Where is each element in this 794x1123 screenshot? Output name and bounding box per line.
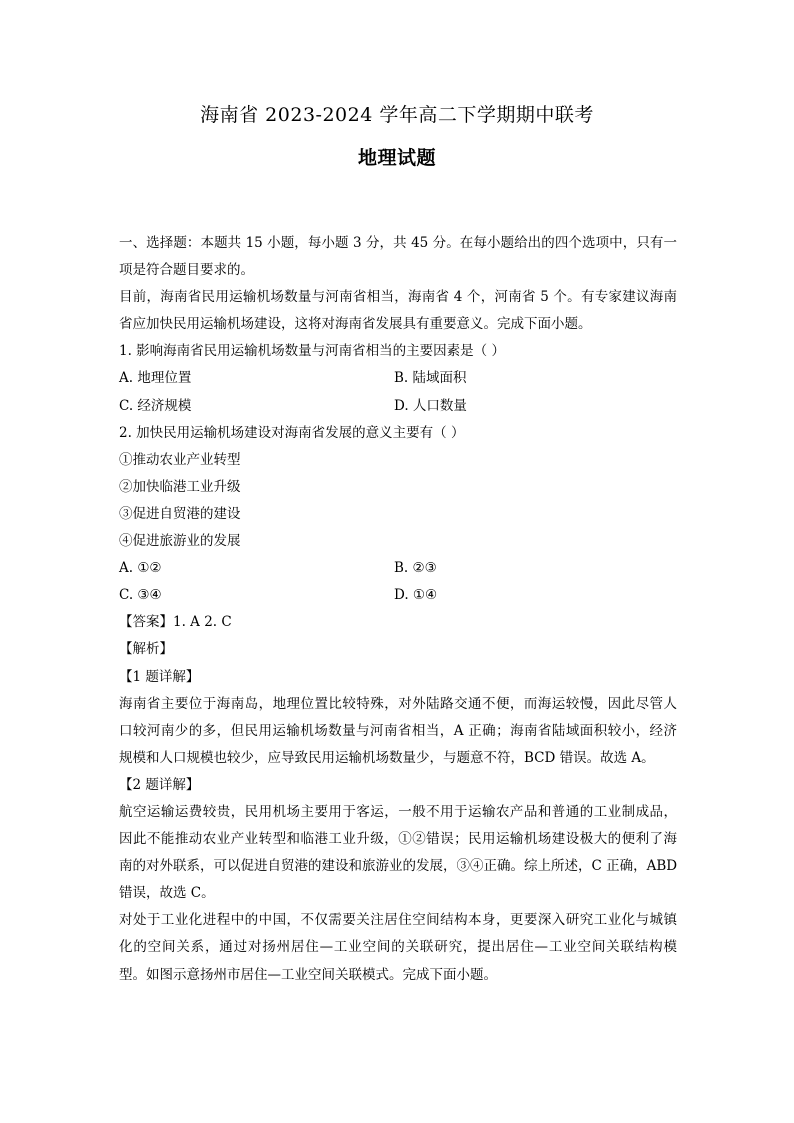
answer-label: 【答案】1. A 2. C xyxy=(119,614,232,631)
question-2-options-row xyxy=(119,555,677,582)
section-intro-line: 项是符合题目要求的。 xyxy=(119,262,254,279)
detail-2-line: 航空运输运费较贵，民用机场主要用于客运，一般不用于运输农产品和普通的工业制成品， xyxy=(119,803,677,820)
detail-1-line: 规模和人口规模也较少，应导致民用运输机场数量少，与题意不符，BCD 错误。故选 A。 xyxy=(119,749,655,766)
question-2-option-b: B. ②③ xyxy=(394,560,437,577)
document-title: 海南省 2023-2024 学年高二下学期期中联考 xyxy=(200,104,594,126)
question-1-options-row xyxy=(119,365,677,392)
material-line: 化的空间关系，通过对扬州居住—工业空间的关联研究，提出居住—工业空间关联结构模 xyxy=(119,939,677,956)
analysis-label: 【解析】 xyxy=(119,641,173,658)
question-2-option-d: D. ①④ xyxy=(394,587,438,604)
question-2-option-a: A. ①② xyxy=(119,560,162,577)
material-line: 目前，海南省民用运输机场数量与河南省相当，海南省 4 个，河南省 5 个。有专家建议海南 xyxy=(119,289,677,306)
question-1-option-b: B. 陆域面积 xyxy=(394,370,467,387)
question-1-option-a: A. 地理位置 xyxy=(119,370,192,387)
document-body xyxy=(119,230,677,989)
question-2-statement-4: ④促进旅游业的发展 xyxy=(119,533,241,550)
question-1-options-row xyxy=(119,393,677,420)
detail-1-line: 口较河南少的多，但民用运输机场数量与河南省相当，A 正确；海南省陆域面积较小，经济 xyxy=(119,722,677,739)
detail-2-label: 【2 题详解】 xyxy=(119,776,200,793)
question-2-statement-1: ①推动农业产业转型 xyxy=(119,451,241,468)
question-1-option-c: C. 经济规模 xyxy=(119,397,192,414)
question-2-statement-2: ②加快临港工业升级 xyxy=(119,478,241,495)
section-intro-line: 一、选择题：本题共 15 小题，每小题 3 分，共 45 分。在每小题给出的四个选项中，只有一 xyxy=(119,235,677,251)
question-1-stem: 1. 影响海南省民用运输机场数量与河南省相当的主要因素是（ ） xyxy=(119,343,505,360)
detail-2-line: 因此不能推动农业产业转型和临港工业升级，①②错误；民用运输机场建设极大的便利了海 xyxy=(119,831,677,848)
material-line: 型。如图示意扬州市居住—工业空间关联模式。完成下面小题。 xyxy=(119,966,497,983)
material-line: 省应加快民用运输机场建设，这将对海南省发展具有重要意义。完成下面小题。 xyxy=(119,316,592,333)
question-2-statement-3: ③促进自贸港的建设 xyxy=(119,505,241,522)
detail-1-label: 【1 题详解】 xyxy=(119,668,200,685)
question-2-stem: 2. 加快民用运输机场建设对海南省发展的意义主要有（ ） xyxy=(119,424,465,441)
material-line: 对处于工业化进程中的中国，不仅需要关注居住空间结构本身，更要深入研究工业化与城镇 xyxy=(119,912,677,929)
detail-2-line: 南的对外联系，可以促进自贸港的建设和旅游业的发展，③④正确。综上所述，C 正确，ABD xyxy=(119,858,677,875)
question-2-options-row xyxy=(119,582,677,609)
detail-1-line: 海南省主要位于海南岛，地理位置比较特殊，对外陆路交通不便，而海运较慢，因此尽管人 xyxy=(119,695,677,712)
question-1-option-d: D. 人口数量 xyxy=(394,397,467,414)
detail-2-line: 错误，故选 C。 xyxy=(119,885,215,902)
document-subtitle: 地理试题 xyxy=(357,147,436,169)
question-2-option-c: C. ③④ xyxy=(119,587,162,604)
